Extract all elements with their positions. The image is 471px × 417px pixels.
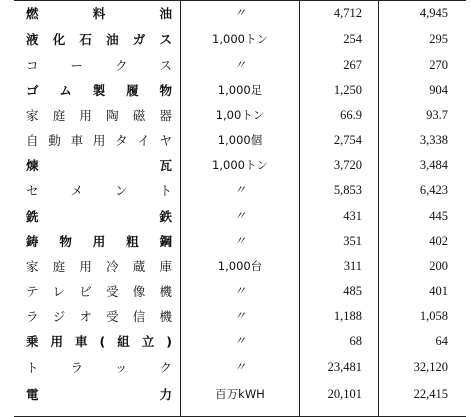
item-name: 電力 [26, 387, 172, 402]
table-row [14, 205, 466, 228]
value-col-1: 485 [343, 284, 362, 298]
item-name: コークス [26, 58, 172, 73]
value-col-1: 311 [343, 259, 362, 273]
item-name: 液化石油ガス [26, 32, 172, 47]
item-name: ラジオ受信機 [26, 309, 172, 324]
value-col-2: 3,484 [419, 158, 448, 172]
value-col-2: 6,423 [419, 183, 448, 197]
item-unit: 百万kWH [215, 387, 265, 401]
value-col-2: 4,945 [419, 6, 448, 20]
production-table [14, 0, 466, 417]
value-col-1: 4,712 [333, 6, 362, 20]
item-unit: 1,000トン [212, 158, 268, 172]
item-name: 鋳物用粗鋼 [26, 234, 172, 249]
value-col-2: 402 [429, 234, 448, 248]
item-name: セメント [26, 183, 172, 198]
table-row [14, 54, 466, 77]
value-col-2: 200 [429, 259, 448, 273]
item-name: テレビ受像機 [26, 284, 172, 299]
table-row [14, 129, 466, 152]
item-name: 家庭用冷蔵庫 [26, 259, 172, 274]
table-row [14, 280, 466, 303]
item-name: 自動車用タイヤ [26, 133, 172, 148]
value-col-1: 1,188 [333, 309, 362, 323]
item-unit: 〃 [233, 284, 246, 298]
value-col-2: 64 [435, 334, 448, 348]
value-col-1: 66.9 [340, 108, 362, 122]
item-name: 家庭用陶磁器 [26, 108, 172, 123]
item-unit: 〃 [233, 334, 246, 348]
value-col-1: 3,720 [333, 158, 362, 172]
item-unit: 〃 [233, 309, 246, 323]
item-unit: 1,000トン [212, 32, 268, 46]
value-col-1: 20,101 [327, 387, 362, 401]
item-unit: 〃 [233, 360, 246, 374]
value-col-2: 3,338 [419, 133, 448, 147]
item-name: 煉瓦 [26, 158, 172, 173]
value-col-2: 295 [429, 32, 448, 46]
table-row [14, 28, 466, 51]
value-col-1: 267 [343, 58, 362, 72]
value-col-2: 904 [429, 83, 448, 97]
table-row [14, 79, 466, 102]
value-col-2: 32,120 [413, 360, 448, 374]
value-col-2: 445 [429, 209, 448, 223]
item-unit: 1,000個 [217, 133, 263, 147]
table-row [14, 356, 466, 379]
value-col-1: 5,853 [333, 183, 362, 197]
item-unit: 〃 [233, 183, 246, 197]
item-unit: 〃 [233, 209, 246, 223]
table-row [14, 330, 466, 353]
value-col-1: 68 [349, 334, 362, 348]
table-row [14, 154, 466, 177]
item-unit: 〃 [233, 6, 246, 20]
table-row [14, 255, 466, 278]
value-col-1: 351 [343, 234, 362, 248]
item-name: 乗用車(組立) [26, 334, 172, 349]
value-col-2: 22,415 [413, 387, 448, 401]
item-name: トラック [26, 360, 172, 375]
item-unit: 〃 [233, 58, 246, 72]
value-col-1: 254 [343, 32, 362, 46]
item-unit: 1,000台 [217, 259, 263, 273]
value-col-1: 431 [343, 209, 362, 223]
item-unit: 1,00トン [215, 108, 265, 122]
value-col-1: 23,481 [327, 360, 362, 374]
value-col-1: 2,754 [333, 133, 362, 147]
item-unit: 〃 [233, 234, 246, 248]
value-col-2: 1,058 [419, 309, 448, 323]
value-col-2: 401 [429, 284, 448, 298]
item-name: 燃料油 [26, 6, 172, 21]
table-row [14, 305, 466, 328]
value-col-2: 93.7 [426, 108, 448, 122]
table-row [14, 2, 466, 25]
value-col-1: 1,250 [333, 83, 362, 97]
item-name: 銑鉄 [26, 209, 172, 224]
item-name: ゴム製履物 [26, 83, 172, 98]
table-row [14, 230, 466, 253]
item-unit: 1,000足 [217, 83, 263, 97]
table-row [14, 383, 466, 406]
value-col-2: 270 [429, 58, 448, 72]
table-row [14, 179, 466, 202]
table-row [14, 104, 466, 127]
